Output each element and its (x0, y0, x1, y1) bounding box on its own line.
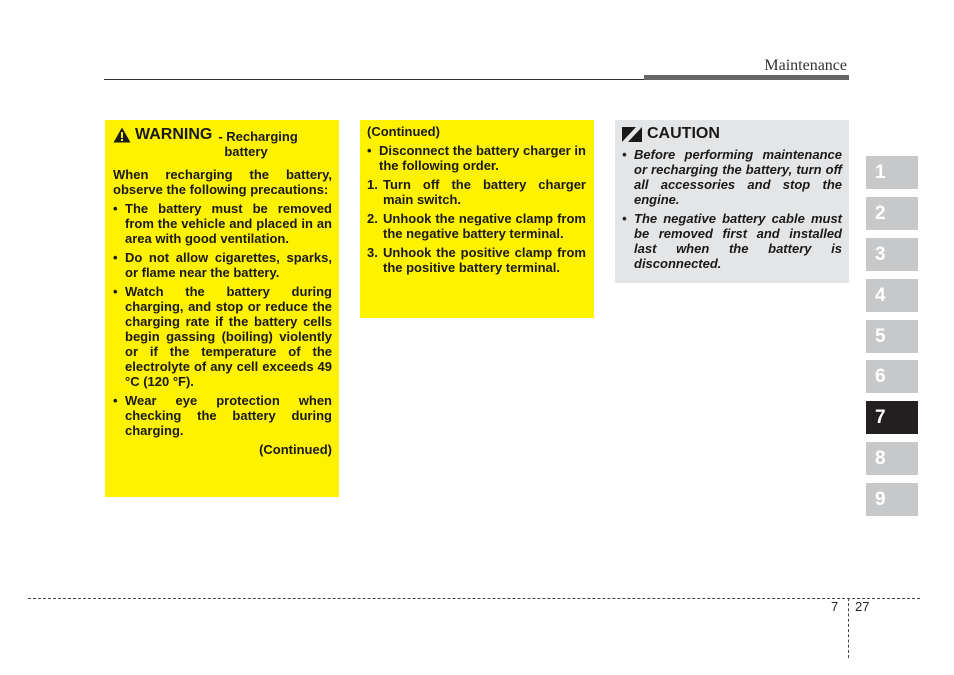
warning-subtitle: - Recharging battery (218, 129, 298, 159)
list-item: • Watch the battery during charging, and stop or reduce the charging rate if the battery cells begin gassing (boiling) violently or if the temperature of the electrolyte of any cell exceeds 49 °C (120 °F). (113, 284, 332, 389)
chapter-tab-3[interactable]: 3 (866, 238, 918, 271)
caution-title: CAUTION (647, 125, 720, 142)
step-text: Unhook the positive clamp from the positive battery terminal. (383, 245, 586, 275)
warning-triangle-icon (113, 127, 131, 143)
list-item: • Wear eye protection when checking the battery during charging. (113, 393, 332, 438)
footer-divider (848, 598, 849, 658)
chapter-tab-8[interactable]: 8 (866, 442, 918, 475)
chapter-tab-1[interactable]: 1 (866, 156, 918, 189)
footer-rule (28, 598, 920, 599)
step-item (367, 177, 586, 207)
chapter-tab-9[interactable]: 9 (866, 483, 918, 516)
step-number: 3. (367, 245, 378, 260)
warning-continued: (Continued) (259, 442, 332, 457)
continued-box (360, 120, 594, 318)
continued-heading: (Continued) (367, 124, 440, 139)
warning-bullet-text: Do not allow cigarettes, sparks, or flame near the battery. (125, 250, 332, 280)
header-title: Maintenance (764, 57, 847, 74)
caution-header (622, 125, 842, 143)
step-number: 1. (367, 177, 378, 192)
step-text: Turn off the battery charger main switch. (383, 177, 586, 207)
caution-bullet-text: The negative battery cable must be removed first and installed last when the battery is disconnected. (634, 211, 842, 271)
step-item (367, 245, 586, 275)
chapter-tab-7[interactable]: 7 (866, 401, 918, 434)
warning-bullet-text: The battery must be removed from the vehicle and placed in an area with good ventilation. (125, 201, 332, 246)
list-item: • The negative battery cable must be removed first and installed last when the battery is disconnected. (622, 211, 842, 271)
chapter-tab-5[interactable]: 5 (866, 320, 918, 353)
step-text: Unhook the negative clamp from the negative battery terminal. (383, 211, 586, 241)
header-rule-accent (644, 75, 849, 80)
warning-header (113, 126, 332, 159)
chapter-tab-2[interactable]: 2 (866, 197, 918, 230)
warning-bullet-text: Wear eye protection when checking the battery during charging. (125, 393, 332, 438)
caution-slash-icon (622, 127, 642, 142)
list-item: • The battery must be removed from the vehicle and placed in an area with good ventilation. (113, 201, 332, 246)
warning-bullet-text: Watch the battery during charging, and stop or reduce the charging rate if the battery cells begin gassing (boiling) violently or if the temperature of the electrolyte of any cell exceeds 49 °C (120 °F). (125, 284, 332, 389)
caution-bullet-text: Before performing maintenance or recharging the battery, turn off all accessories and stop the engine. (634, 147, 842, 207)
continued-bullet-text: Disconnect the battery charger in the following order. (379, 143, 586, 173)
list-item: • Do not allow cigarettes, sparks, or flame near the battery. (113, 250, 332, 280)
step-number: 2. (367, 211, 378, 226)
list-item: • Before performing maintenance or recharging the battery, turn off all accessories and stop the engine. (622, 147, 842, 207)
list-item: • Disconnect the battery charger in the following order. (367, 143, 586, 173)
page-number: 27 (855, 599, 870, 614)
chapter-tab-4[interactable]: 4 (866, 279, 918, 312)
page-chapter: 7 (831, 599, 839, 614)
warning-box (105, 120, 339, 497)
warning-intro: When recharging the battery, observe the following precautions: (113, 167, 332, 197)
caution-box (615, 120, 849, 283)
step-item (367, 211, 586, 241)
chapter-tab-6[interactable]: 6 (866, 360, 918, 393)
warning-title: WARNING (135, 126, 213, 143)
